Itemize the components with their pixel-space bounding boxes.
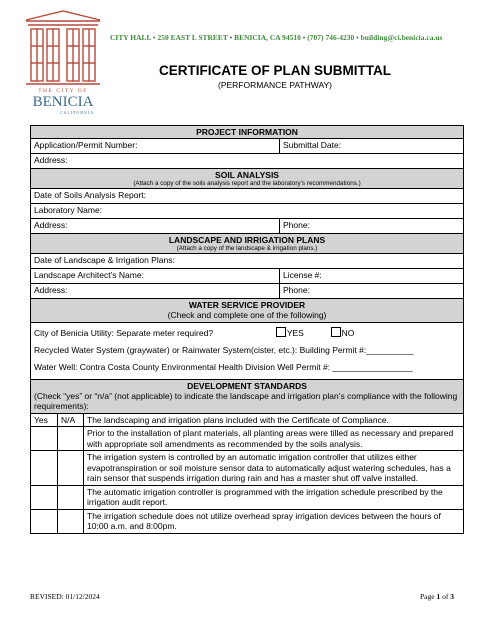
certificate-form — [30, 125, 464, 534]
meter-yes-label: YES — [286, 327, 304, 338]
standards-instructions: (Check “yes” or “n/a” (not applicable) to indicate the landscape and irrigation plan’s compliance with the following requirements): — [34, 390, 458, 411]
header-contact-line: CITY HALL • 250 EAST L STREET • BENICIA, CA 94510 • (707) 746-4230 • building@ci.benicia.ca.us — [110, 33, 443, 42]
page-total: 3 — [450, 592, 454, 601]
column-na-header: N/A — [58, 413, 84, 427]
water-well-label: Water Well: Contra Costa County Environmental Health Division Well Permit #: _________________ — [34, 361, 413, 372]
permit-number-field[interactable] — [31, 139, 280, 154]
landscape-date-label: Date of Landscape & Irrigation Plans: — [34, 255, 175, 265]
standard-item-text: The landscaping and irrigation plans included with the Certificate of Compliance. — [84, 413, 464, 427]
landscape-heading: LANDSCAPE AND IRRIGATION PLANS — [168, 235, 326, 245]
soil-note: (Attach a copy of the soils analysis report and the laboratory’s recommendations.) — [133, 180, 361, 187]
meter-no-checkbox[interactable] — [331, 327, 341, 337]
meter-question-label: City of Benicia Utility: Separate meter required? — [34, 327, 214, 338]
laboratory-name-field[interactable] — [31, 204, 464, 219]
standards-item-row — [31, 509, 464, 533]
yes-checkbox-cell[interactable] — [31, 427, 58, 451]
column-yes-header: Yes — [31, 413, 58, 427]
yes-checkbox-cell[interactable] — [31, 451, 58, 486]
landscape-note: (Attach a copy of the landscape & irrigation plans.) — [176, 245, 318, 252]
soil-section-header — [31, 169, 464, 189]
page-title: CERTIFICATE OF PLAN SUBMITTAL — [159, 63, 391, 78]
landscape-date-field[interactable] — [31, 254, 464, 269]
standards-item-row — [31, 413, 464, 427]
project-address-field[interactable] — [31, 154, 464, 169]
page-number — [420, 592, 454, 601]
standards-heading: DEVELOPMENT STANDARDS — [187, 380, 307, 391]
page-current: 1 — [436, 592, 441, 601]
landscape-date-row — [31, 254, 464, 269]
water-well-line[interactable] — [34, 359, 460, 376]
soil-address-row — [31, 219, 464, 234]
soil-phone-field[interactable] — [280, 219, 464, 234]
landscape-address-field[interactable] — [31, 284, 280, 299]
standard-item-text: The irrigation schedule does not utilize overhead spray irrigation devices between the hours of 10:00 a.m. and 8:00pm. — [84, 509, 464, 533]
water-options-row — [31, 322, 464, 379]
architect-name-field[interactable] — [31, 269, 280, 284]
standards-section-header — [31, 379, 464, 413]
water-section-header — [31, 299, 464, 323]
na-checkbox-cell[interactable] — [58, 509, 84, 533]
logo-text-top: THE CITY OF — [38, 88, 88, 94]
recycled-water-label: Recycled Water System (graywater) or Rainwater System(cister, etc.): Building Permit #:__________ — [34, 344, 414, 355]
logo-text-bottom: CALIFORNIA — [59, 110, 95, 115]
landscape-architect-row — [31, 269, 464, 284]
landscape-section-header — [31, 234, 464, 254]
license-number-field[interactable] — [280, 269, 464, 284]
standard-item-text: Prior to the installation of plant materials, all planting areas were tilled as necessary and prepared with appropriate soil amendments as recommended by the soils analysis. — [84, 427, 464, 451]
soil-date-row — [31, 189, 464, 204]
project-address-label: Address: — [34, 155, 68, 165]
project-section-header — [31, 126, 464, 139]
submittal-date-label: Submittal Date: — [283, 140, 342, 150]
standard-item-text: The irrigation system is controlled by an automatic irrigation controller that utilizes either evapotranspiration or soil moisture sensor data to automatically adjust watering schedules, has a rain sensor that suspends irrigation during rain and has a master shut off valve installed. — [84, 451, 464, 486]
project-permit-row — [31, 139, 464, 154]
water-note: (Check and complete one of the following) — [167, 310, 327, 320]
landscape-address-label: Address: — [34, 285, 68, 295]
soil-heading: SOIL ANALYSIS — [215, 170, 279, 180]
soil-lab-row — [31, 204, 464, 219]
soil-date-label: Date of Soils Analysis Report: — [34, 190, 146, 200]
benicia-city-logo — [22, 8, 104, 116]
recycled-water-line[interactable] — [34, 342, 460, 359]
laboratory-name-label: Laboratory Name: — [34, 205, 103, 215]
meter-question-line — [34, 325, 460, 342]
page-of: of — [442, 592, 449, 601]
yes-checkbox-cell[interactable] — [31, 485, 58, 509]
standards-item-row — [31, 427, 464, 451]
soil-date-field[interactable] — [31, 189, 464, 204]
standards-item-row — [31, 485, 464, 509]
logo-text-main: BENICIA — [32, 94, 94, 110]
meter-yes-checkbox[interactable] — [276, 327, 286, 337]
landscape-address-row — [31, 284, 464, 299]
na-checkbox-cell[interactable] — [58, 485, 84, 509]
permit-number-label: Application/Permit Number: — [34, 140, 138, 150]
meter-no-label: NO — [341, 327, 355, 338]
revision-date: REVISED: 01/12/2024 — [30, 592, 100, 601]
standards-item-row — [31, 451, 464, 486]
architect-name-label: Landscape Architect’s Name: — [34, 270, 144, 280]
soil-address-label: Address: — [34, 220, 68, 230]
na-checkbox-cell[interactable] — [58, 427, 84, 451]
license-number-label: License #: — [283, 270, 322, 280]
soil-phone-label: Phone: — [283, 220, 310, 230]
na-checkbox-cell[interactable] — [58, 451, 84, 486]
water-heading: WATER SERVICE PROVIDER — [188, 300, 306, 310]
submittal-date-field[interactable] — [280, 139, 464, 154]
soil-address-field[interactable] — [31, 219, 280, 234]
page-prefix: Page — [420, 592, 435, 601]
project-heading: PROJECT INFORMATION — [196, 127, 298, 137]
yes-checkbox-cell[interactable] — [31, 509, 58, 533]
page-subtitle: (PERFORMANCE PATHWAY) — [218, 80, 332, 90]
landscape-phone-label: Phone: — [283, 285, 310, 295]
project-address-row — [31, 154, 464, 169]
landscape-phone-field[interactable] — [280, 284, 464, 299]
standard-item-text: The automatic irrigation controller is programmed with the irrigation schedule prescribed by the irrigation audit report. — [84, 485, 464, 509]
